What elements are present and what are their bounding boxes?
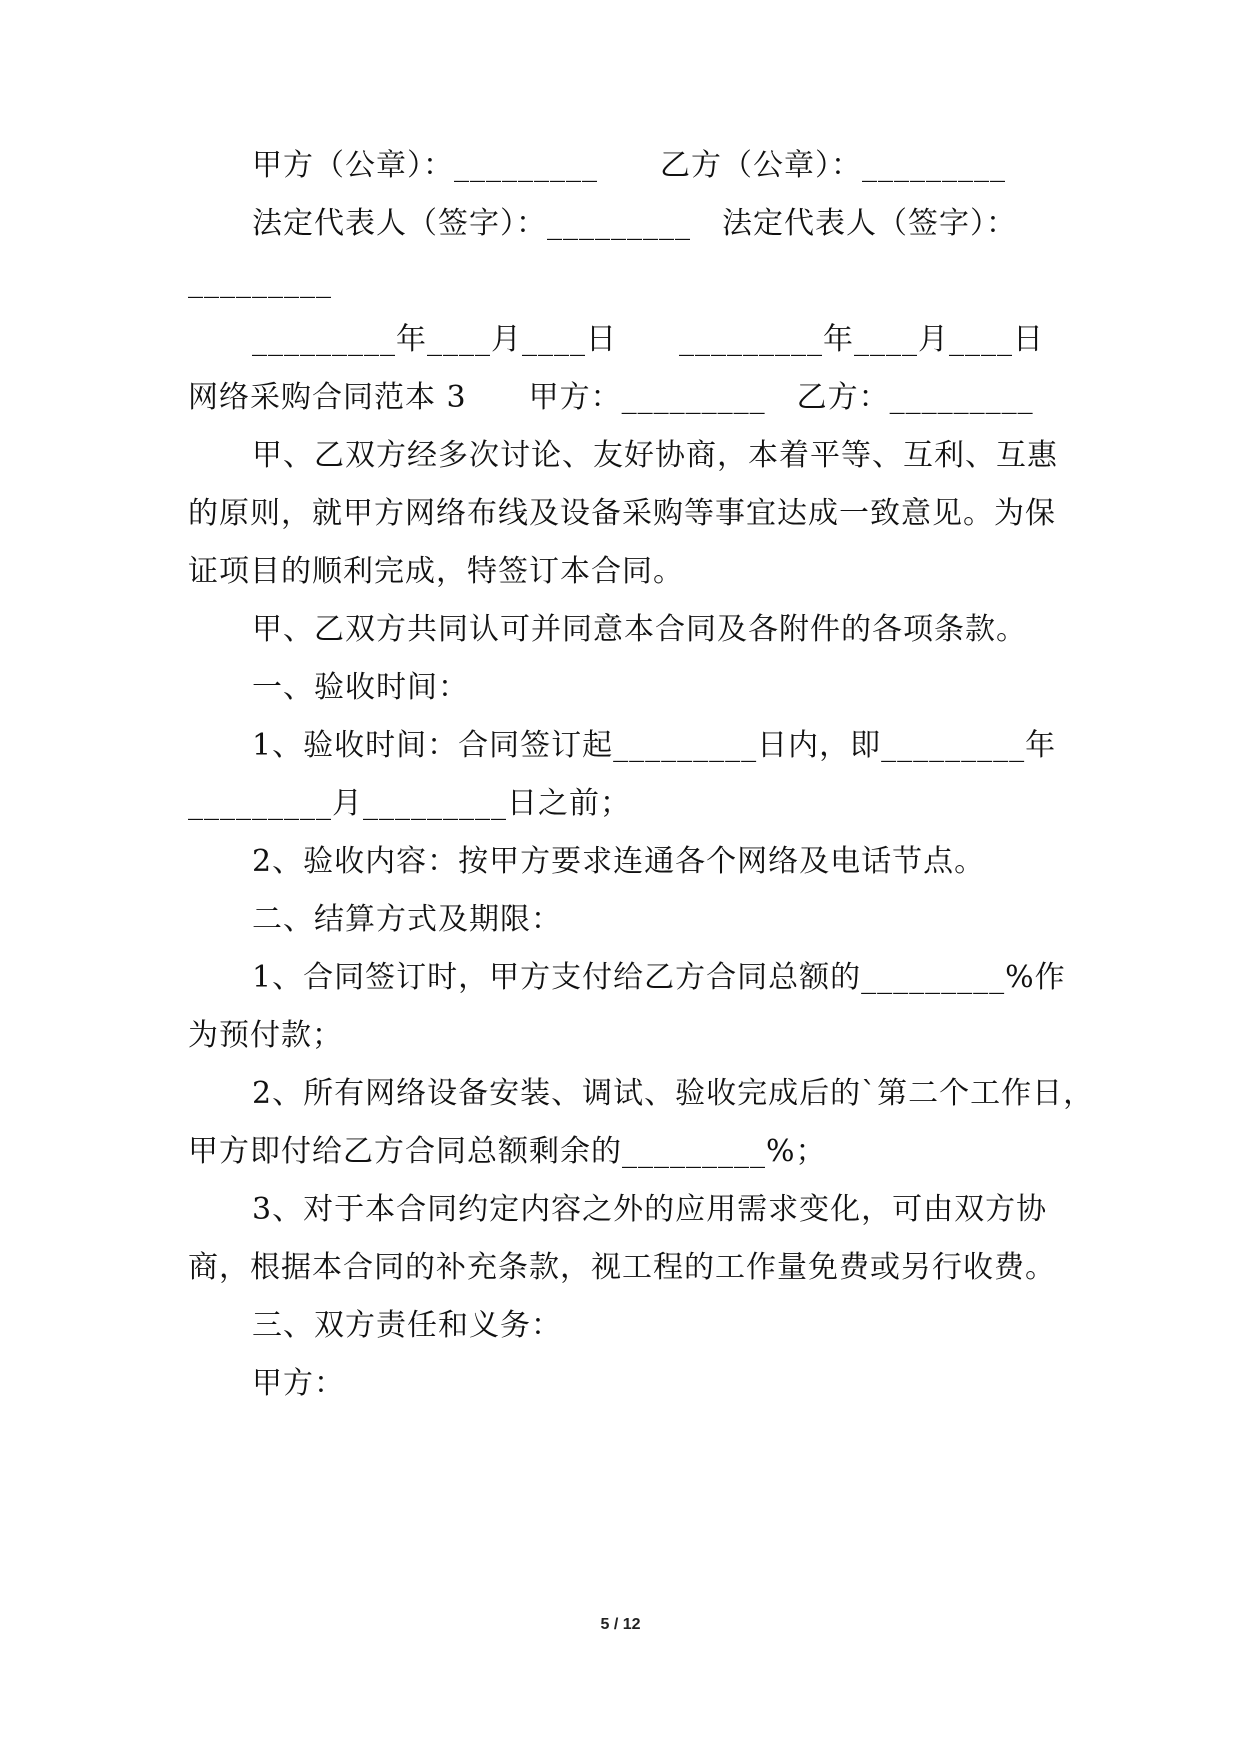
clause-line: 商，根据本合同的补充条款，视工程的工作量免费或另行收费。 bbox=[188, 1250, 1056, 1285]
party-label: 甲方： bbox=[252, 1366, 345, 1401]
signature-blank-continuation: _________ bbox=[188, 264, 332, 299]
section-heading: 三、双方责任和义务： bbox=[252, 1308, 562, 1343]
clause-line: 为预付款； bbox=[188, 1018, 343, 1053]
clause-line: 1、合同签订时，甲方支付给乙方合同总额的_________%作 bbox=[252, 960, 1066, 995]
clause-line: 2、验收内容：按甲方要求连通各个网络及电话节点。 bbox=[252, 844, 986, 879]
section-heading: 二、结算方式及期限： bbox=[252, 902, 562, 937]
contract-title-line: 网络采购合同范本 3 甲方：_________ 乙方：_________ bbox=[188, 380, 1034, 415]
clause-line: 2、所有网络设备安装、调试、验收完成后的`第二个工作日， bbox=[252, 1076, 1095, 1111]
paragraph-line: 的原则，就甲方网络布线及设备采购等事宜达成一致意见。为保 bbox=[188, 496, 1056, 531]
page-number: 5 / 12 bbox=[600, 1616, 641, 1633]
section-heading: 一、验收时间： bbox=[252, 670, 469, 705]
clause-line: 3、对于本合同约定内容之外的应用需求变化，可由双方协 bbox=[252, 1192, 1048, 1227]
clause-line: _________月_________日之前； bbox=[188, 786, 631, 821]
paragraph-line: 甲、乙双方共同认可并同意本合同及各附件的各项条款。 bbox=[252, 612, 1027, 647]
signature-line-party-stamps: 甲方（公章）：_________ 乙方（公章）：_________ bbox=[252, 148, 1006, 183]
paragraph-line: 甲、乙双方经多次讨论、友好协商，本着平等、互利、互惠 bbox=[252, 438, 1058, 473]
paragraph-line: 证项目的顺利完成，特签订本合同。 bbox=[188, 554, 684, 589]
clause-line: 甲方即付给乙方合同总额剩余的_________%； bbox=[188, 1134, 827, 1169]
signature-date-line: _________年____月____日 _________年____月____日 bbox=[252, 322, 1044, 357]
clause-line: 1、验收时间：合同签订起_________日内，即_________年 bbox=[252, 728, 1057, 763]
signature-line-legal-reps: 法定代表人（签字）：_________ 法定代表人（签字）： bbox=[252, 206, 1017, 241]
